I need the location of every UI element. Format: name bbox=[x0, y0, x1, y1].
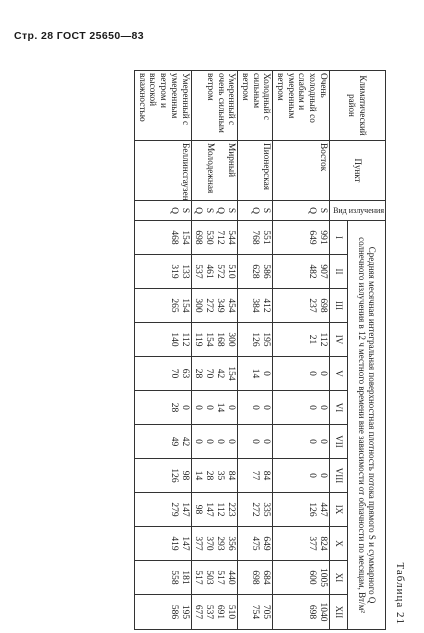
value-cell: 684 698 bbox=[238, 561, 273, 595]
month-header: XII bbox=[329, 595, 347, 630]
column-header-climate: Климатический район bbox=[329, 71, 385, 141]
value-cell: 195 126 bbox=[238, 323, 273, 357]
value-cell: 63 70 bbox=[135, 357, 191, 391]
value-cell: 42 49 bbox=[135, 425, 191, 459]
value-cell: 0 0 bbox=[273, 425, 329, 459]
value-cell: 1005 600 bbox=[273, 561, 329, 595]
month-header: X bbox=[329, 527, 347, 561]
month-header: VI bbox=[329, 391, 347, 425]
value-cell: 0 0 bbox=[238, 425, 273, 459]
component-cell: S Q bbox=[135, 201, 191, 221]
point-cell: Восток bbox=[273, 141, 329, 201]
value-cell: 0 0 bbox=[273, 391, 329, 425]
value-cell: 586 628 bbox=[238, 255, 273, 289]
component-cell: S Q bbox=[238, 201, 273, 221]
value-cell: 0 0 bbox=[273, 357, 329, 391]
month-header: I bbox=[329, 221, 347, 255]
month-header: IV bbox=[329, 323, 347, 357]
value-cell: 356 293 370 377 bbox=[191, 527, 238, 561]
component-cell: S Q S Q bbox=[191, 201, 238, 221]
value-cell: 300 168 154 119 bbox=[191, 323, 238, 357]
value-cell: 510 691 537 677 bbox=[191, 595, 238, 630]
climate-cell: Холодный с сильным ветром bbox=[238, 71, 273, 141]
component-cell: S Q bbox=[273, 201, 329, 221]
value-cell: 824 377 bbox=[273, 527, 329, 561]
value-cell: 649 475 bbox=[238, 527, 273, 561]
value-cell: 133 319 bbox=[135, 255, 191, 289]
column-header-point: Пункт bbox=[329, 141, 385, 201]
month-header: V bbox=[329, 357, 347, 391]
value-cell: 454 349 272 300 bbox=[191, 289, 238, 323]
table-label: Таблица 21 bbox=[394, 562, 406, 625]
value-cell: 147 279 bbox=[135, 493, 191, 527]
month-header: XI bbox=[329, 561, 347, 595]
value-cell: 112 140 bbox=[135, 323, 191, 357]
value-cell: 223 112 147 98 bbox=[191, 493, 238, 527]
column-header-measure: Средняя месячная интегральная поверхностная плотность потока прямого S и суммарного Q солнечного излучения в 12 ч местного времени вне зависимости от облачности по месяцам, Вт/м² bbox=[348, 221, 386, 630]
value-cell: 0 0 0 0 bbox=[191, 425, 238, 459]
value-cell: 991 649 bbox=[273, 221, 329, 255]
month-header: II bbox=[329, 255, 347, 289]
value-cell: 154 468 bbox=[135, 221, 191, 255]
value-cell: 147 419 bbox=[135, 527, 191, 561]
table-row bbox=[273, 71, 329, 630]
value-cell: 335 272 bbox=[238, 493, 273, 527]
climate-cell: Умеренный с умеренным ветром и высокой влажностью bbox=[135, 71, 191, 141]
table-row bbox=[135, 71, 191, 630]
table-row bbox=[238, 71, 273, 630]
value-cell: 154 42 70 28 bbox=[191, 357, 238, 391]
value-cell: 181 558 bbox=[135, 561, 191, 595]
point-cell: Мирный Молодежная bbox=[191, 141, 238, 201]
value-cell: 447 126 bbox=[273, 493, 329, 527]
month-header: III bbox=[329, 289, 347, 323]
value-cell: 440 517 503 517 bbox=[191, 561, 238, 595]
month-header: VIII bbox=[329, 459, 347, 493]
value-cell: 0 14 0 0 bbox=[191, 391, 238, 425]
solar-radiation-table bbox=[134, 70, 386, 630]
value-cell: 544 712 530 698 bbox=[191, 221, 238, 255]
value-cell: 1040 698 bbox=[273, 595, 329, 630]
column-header-component bbox=[329, 201, 385, 221]
value-cell: 698 237 bbox=[273, 289, 329, 323]
value-cell: 0 0 bbox=[238, 391, 273, 425]
value-cell: 98 126 bbox=[135, 459, 191, 493]
value-cell: 412 384 bbox=[238, 289, 273, 323]
month-header: IX bbox=[329, 493, 347, 527]
value-cell: 0 0 bbox=[273, 459, 329, 493]
value-cell: 0 28 bbox=[135, 391, 191, 425]
page-header: Стр. 28 ГОСТ 25650—83 bbox=[14, 30, 144, 42]
value-cell: 0 14 bbox=[238, 357, 273, 391]
component-header-text: Вид излучения bbox=[333, 205, 384, 215]
value-cell: 84 77 bbox=[238, 459, 273, 493]
value-cell: 84 35 28 14 bbox=[191, 459, 238, 493]
climate-cell: Очень холодный со слабым и умеренным ветром bbox=[273, 71, 329, 141]
point-cell: Пионерская bbox=[238, 141, 273, 201]
rotated-table-block bbox=[18, 70, 406, 625]
value-cell: 510 572 461 537 bbox=[191, 255, 238, 289]
month-header: VII bbox=[329, 425, 347, 459]
point-cell: Беллинсгаузен bbox=[135, 141, 191, 201]
value-cell: 907 482 bbox=[273, 255, 329, 289]
table-row bbox=[191, 71, 238, 630]
value-cell: 112 21 bbox=[273, 323, 329, 357]
value-cell: 705 754 bbox=[238, 595, 273, 630]
climate-cell: Умеренный с очень сильным ветром bbox=[191, 71, 238, 141]
value-cell: 154 265 bbox=[135, 289, 191, 323]
value-cell: 551 768 bbox=[238, 221, 273, 255]
value-cell: 195 586 bbox=[135, 595, 191, 630]
